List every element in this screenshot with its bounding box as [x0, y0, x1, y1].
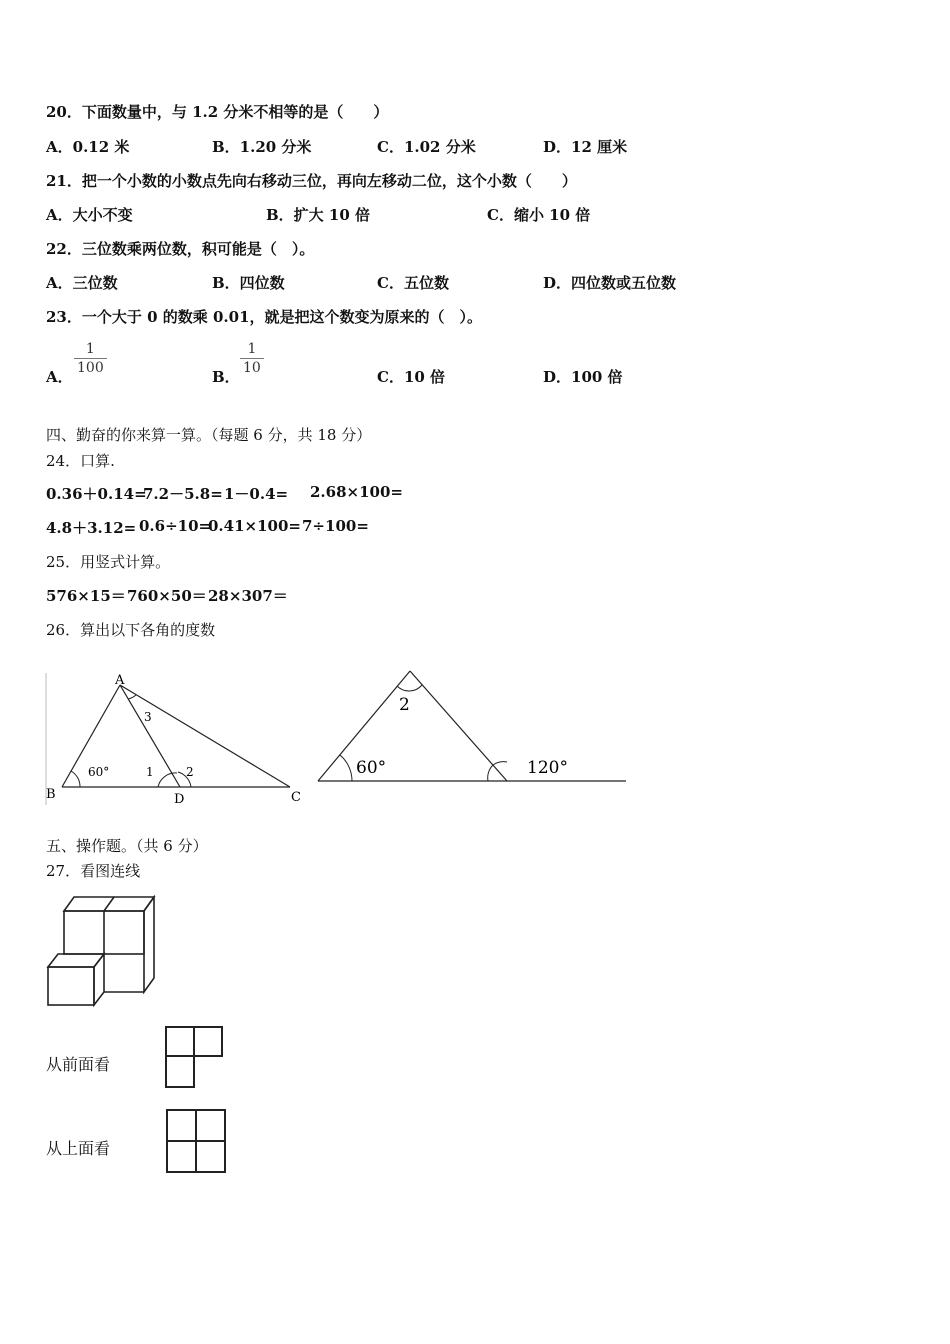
q20-option-d[interactable]: D．12 厘米 [543, 138, 628, 156]
q23-stem: 23．一个大于 0 的数乘 0.01，就是把这个数变为原来的（ ）。 [46, 308, 483, 326]
angle-2-label: 2 [186, 765, 194, 779]
label-b: B [46, 787, 56, 802]
q24-stem: 24．口算. [46, 452, 115, 470]
q23-option-d[interactable]: D．100 倍 [543, 368, 623, 386]
q25-stem: 25．用竖式计算。 [46, 553, 171, 571]
q25-item: 576×15＝ [46, 587, 126, 605]
front-view-label: 从前面看 [46, 1055, 111, 1074]
q21-stem: 21．把一个小数的小数点先向右移动三位，再向左移动二位，这个小数（ ） [46, 172, 577, 190]
section5-title: 五、操作题。（共 6 分） [46, 837, 208, 855]
q20-option-a[interactable]: A．0.12 米 [46, 138, 130, 156]
q25-item: 760×50＝ [127, 587, 207, 605]
top-view-grid-figure[interactable] [164, 1107, 228, 1175]
triangle-figure-1 [40, 665, 310, 810]
q22-stem: 22．三位数乘两位数，积可能是（ ）。 [46, 240, 315, 258]
q24-r2-item: 0.6÷10= [139, 517, 212, 535]
fraction-denominator: 100 [77, 360, 104, 376]
q25-item: 28×307＝ [208, 587, 288, 605]
label-c: C [291, 790, 301, 805]
fraction-bar [74, 358, 107, 359]
q21-option-a[interactable]: A．大小不变 [46, 206, 133, 224]
label-d: D [174, 792, 185, 807]
q24-r2-item: 7÷100= [302, 517, 369, 535]
q26-stem: 26．算出以下各角的度数 [46, 621, 216, 639]
q22-option-d[interactable]: D．四位数或五位数 [543, 274, 677, 292]
q23-option-c[interactable]: C．10 倍 [377, 368, 446, 386]
fraction-denominator: 10 [243, 360, 261, 376]
angle-60-label: 60° [356, 758, 387, 778]
top-view-label: 从上面看 [46, 1139, 111, 1158]
angle-3-label: 3 [144, 710, 152, 724]
angle-b-label: 60° [88, 765, 110, 779]
q22-option-c[interactable]: C．五位数 [377, 274, 449, 292]
fraction-numerator: 1 [85, 341, 95, 357]
angle-2-label: 2 [399, 695, 410, 715]
q24-r1-item: 0.36＋0.14= [46, 485, 147, 503]
angle-1-label: 1 [146, 765, 154, 779]
q23-option-a-label[interactable]: A． [46, 368, 73, 386]
angle-120-label: 120° [527, 758, 568, 778]
q24-r1-item: 2.68×100= [310, 483, 403, 501]
triangle-figure-2 [312, 660, 630, 790]
q24-r2-item: 4.8＋3.12= [46, 519, 137, 537]
q20-option-b[interactable]: B．1.20 分米 [212, 138, 312, 156]
q22-option-b[interactable]: B．四位数 [212, 274, 285, 292]
q21-option-c[interactable]: C．缩小 10 倍 [487, 206, 591, 224]
fraction-numerator: 1 [247, 341, 257, 357]
q24-r1-item: 7.2－5.8= [143, 485, 223, 503]
q24-r1-item: 1－0.4= [224, 485, 289, 503]
fraction-bar [240, 358, 264, 359]
q27-stem: 27．看图连线 [46, 862, 141, 880]
q21-option-b[interactable]: B．扩大 10 倍 [266, 206, 370, 224]
q23-option-b-fraction [240, 341, 264, 376]
q22-option-a[interactable]: A．三位数 [46, 274, 118, 292]
q20-stem: 20．下面数量中，与 1.2 分米不相等的是（ ） [46, 103, 389, 121]
q23-option-b-label[interactable]: B． [212, 368, 240, 386]
front-view-grid-figure[interactable] [163, 1024, 225, 1090]
section4-title: 四、勤奋的你来算一算。（每题 6 分，共 18 分） [46, 426, 372, 444]
q20-option-c[interactable]: C．1.02 分米 [377, 138, 476, 156]
q23-option-a-fraction [74, 341, 107, 376]
q24-r2-item: 0.41×100= [208, 517, 301, 535]
cube-stack-3d-figure [44, 893, 158, 1011]
label-a: A [115, 673, 125, 688]
